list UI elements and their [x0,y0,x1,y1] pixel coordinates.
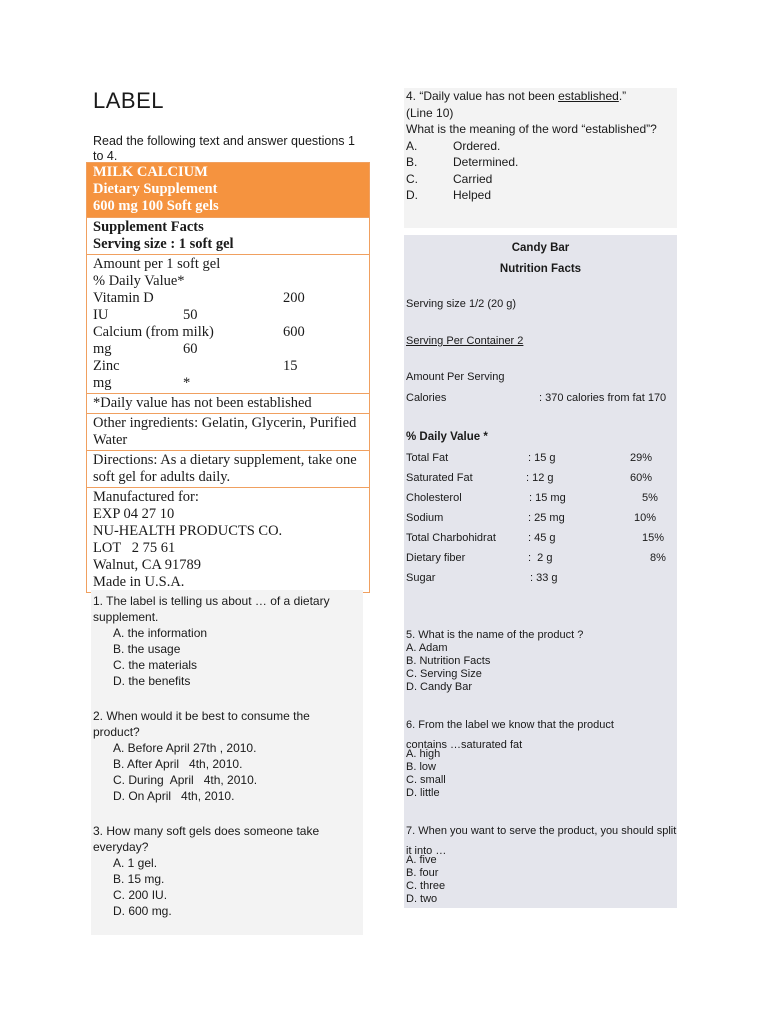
nutrient-row: Total Charbohidrat : 45 g 15% [406,532,665,544]
answer-option[interactable]: C. Serving Size [406,668,482,680]
supplement-label [86,162,370,593]
question-1 [93,593,358,689]
calories-row: Calories : 370 calories from fat 170 [406,392,667,404]
answer-option[interactable]: A. Before April 27th , 2010. [113,741,257,755]
amount-per-serving: Amount Per Serving [406,371,505,383]
answer-option[interactable]: C. Carried [406,171,493,186]
question-2 [93,708,358,804]
answer-option[interactable]: A. Ordered. [406,138,501,153]
nutrient-row: Saturated Fat : 12 g 60% [406,472,653,484]
nutrient-row: Cholesterol : 15 mg 5% [406,492,658,504]
question-text: 1. The label is telling us about … of a dietary supplement. [93,594,330,624]
nutrient-amount: 600 [283,324,305,340]
answer-option[interactable]: B. Nutrition Facts [406,655,491,667]
question-text: 6. From the label we know that the product contains …saturated fat [406,719,614,751]
answer-option[interactable]: D. On April 4th, 2010. [113,789,235,803]
question-3 [93,823,358,919]
question-text: 2. When would it be best to consume the product? [93,709,310,739]
page-title: LABEL [93,88,164,113]
serving-per-container: Serving Per Container 2 [406,335,524,347]
question-text: 4. “Daily value has not been established.” [406,89,627,103]
nutrient-amount: 200 [283,290,305,306]
question-7-options [406,854,676,906]
answer-option[interactable]: B. Determined. [406,155,519,169]
nutrient-row: Sugar : 33 g [406,572,558,584]
question-5 [406,629,676,694]
question-text: 7. When you want to serve the product, you should split it into … [406,825,677,857]
nutrient-row: Sodium : 25 mg 10% [406,512,657,524]
supplement-facts: Supplement Facts Serving size : 1 soft gel [87,217,369,254]
answer-option[interactable]: C. During April 4th, 2010. [113,773,258,787]
question-text: 5. What is the name of the product ? [406,629,584,641]
nutrient-name: Calcium (from milk) [93,324,214,340]
answer-option[interactable]: B. 15 mg. [113,872,165,886]
label-ingredients: Other ingredients: Gelatin, Glycerin, Purified Water [87,413,369,450]
nutrient-dv: 60 [183,341,198,357]
candy-subtitle: Nutrition Facts [499,263,582,275]
answer-option[interactable]: C. the materials [113,658,198,672]
answer-option[interactable]: C. small [406,774,446,786]
nutrient-row: Dietary fiber : 2 g 8% [406,552,666,564]
product-name: MILK CALCIUM [93,164,208,180]
question-text: 3. How many soft gels does someone take everyday? [93,824,320,854]
nutrient-unit: IU [93,307,109,323]
label-footnote: *Daily value has not been established [87,393,369,413]
serving-size: Serving size 1/2 (20 g) [406,298,517,310]
product-type: Dietary Supplement [93,181,218,197]
answer-option[interactable]: C. three [406,880,446,892]
question-4: 4. “Daily value has not been established.” (Line 10) What is the meaning of the word “established”? A. Ordered. B. Determined. C. Carried D. Helped [404,88,677,228]
answer-option[interactable]: C. 200 IU. [113,888,168,902]
nutrient-row: Total Fat : 15 g 29% [406,452,653,464]
label-header [87,163,369,217]
answer-option[interactable]: B. After April 4th, 2010. [113,757,243,771]
label-manufacturer: Manufactured for: EXP 04 27 10 NU-HEALTH PRODUCTS CO. LOT 2 75 61 Walnut, CA 91789 Made in U.S.A. [87,487,369,592]
answer-option[interactable]: D. Helped [406,188,492,202]
instructions: Read the following text and answer questions 1 to 4. [93,134,355,163]
answer-option[interactable]: D. 600 mg. [113,904,172,918]
candy-nutrition-panel [404,235,677,908]
answer-option[interactable]: A. the information [113,626,208,640]
answer-option[interactable]: A. five [406,854,437,866]
answer-option[interactable]: D. little [406,787,440,799]
question-6-options [406,748,676,800]
nutrient-name: Vitamin D [93,290,154,306]
answer-option[interactable]: D. two [406,893,438,905]
nutrient-unit: mg [93,341,112,357]
answer-option[interactable]: A. 1 gel. [113,856,158,870]
label-directions: Directions: As a dietary supplement, take one soft gel for adults daily. [87,450,369,487]
answer-option[interactable]: B. low [406,761,436,773]
answer-option[interactable]: B. the usage [113,642,181,656]
nutrient-name: Zinc [93,358,120,374]
nutrient-unit: mg [93,375,112,391]
answer-option[interactable]: D. Candy Bar [406,681,473,693]
daily-value-header: % Daily Value * [406,431,488,443]
nutrient-dv: * [183,375,191,391]
product-size: 600 mg 100 Soft gels [93,198,219,214]
candy-title: Candy Bar [511,242,570,254]
answer-option[interactable]: D. the benefits [113,674,191,688]
nutrient-dv: 50 [183,307,198,323]
nutrient-amount: 15 [283,358,298,374]
answer-option[interactable]: A. high [406,748,441,760]
answer-option[interactable]: B. four [406,867,439,879]
nutrient-section: Amount per 1 soft gel % Daily Value* Vitamin D 200 IU 50 Calcium (from milk) 600 mg 60 Zinc 15 mg * [87,254,369,393]
answer-option[interactable]: A. Adam [406,642,448,654]
